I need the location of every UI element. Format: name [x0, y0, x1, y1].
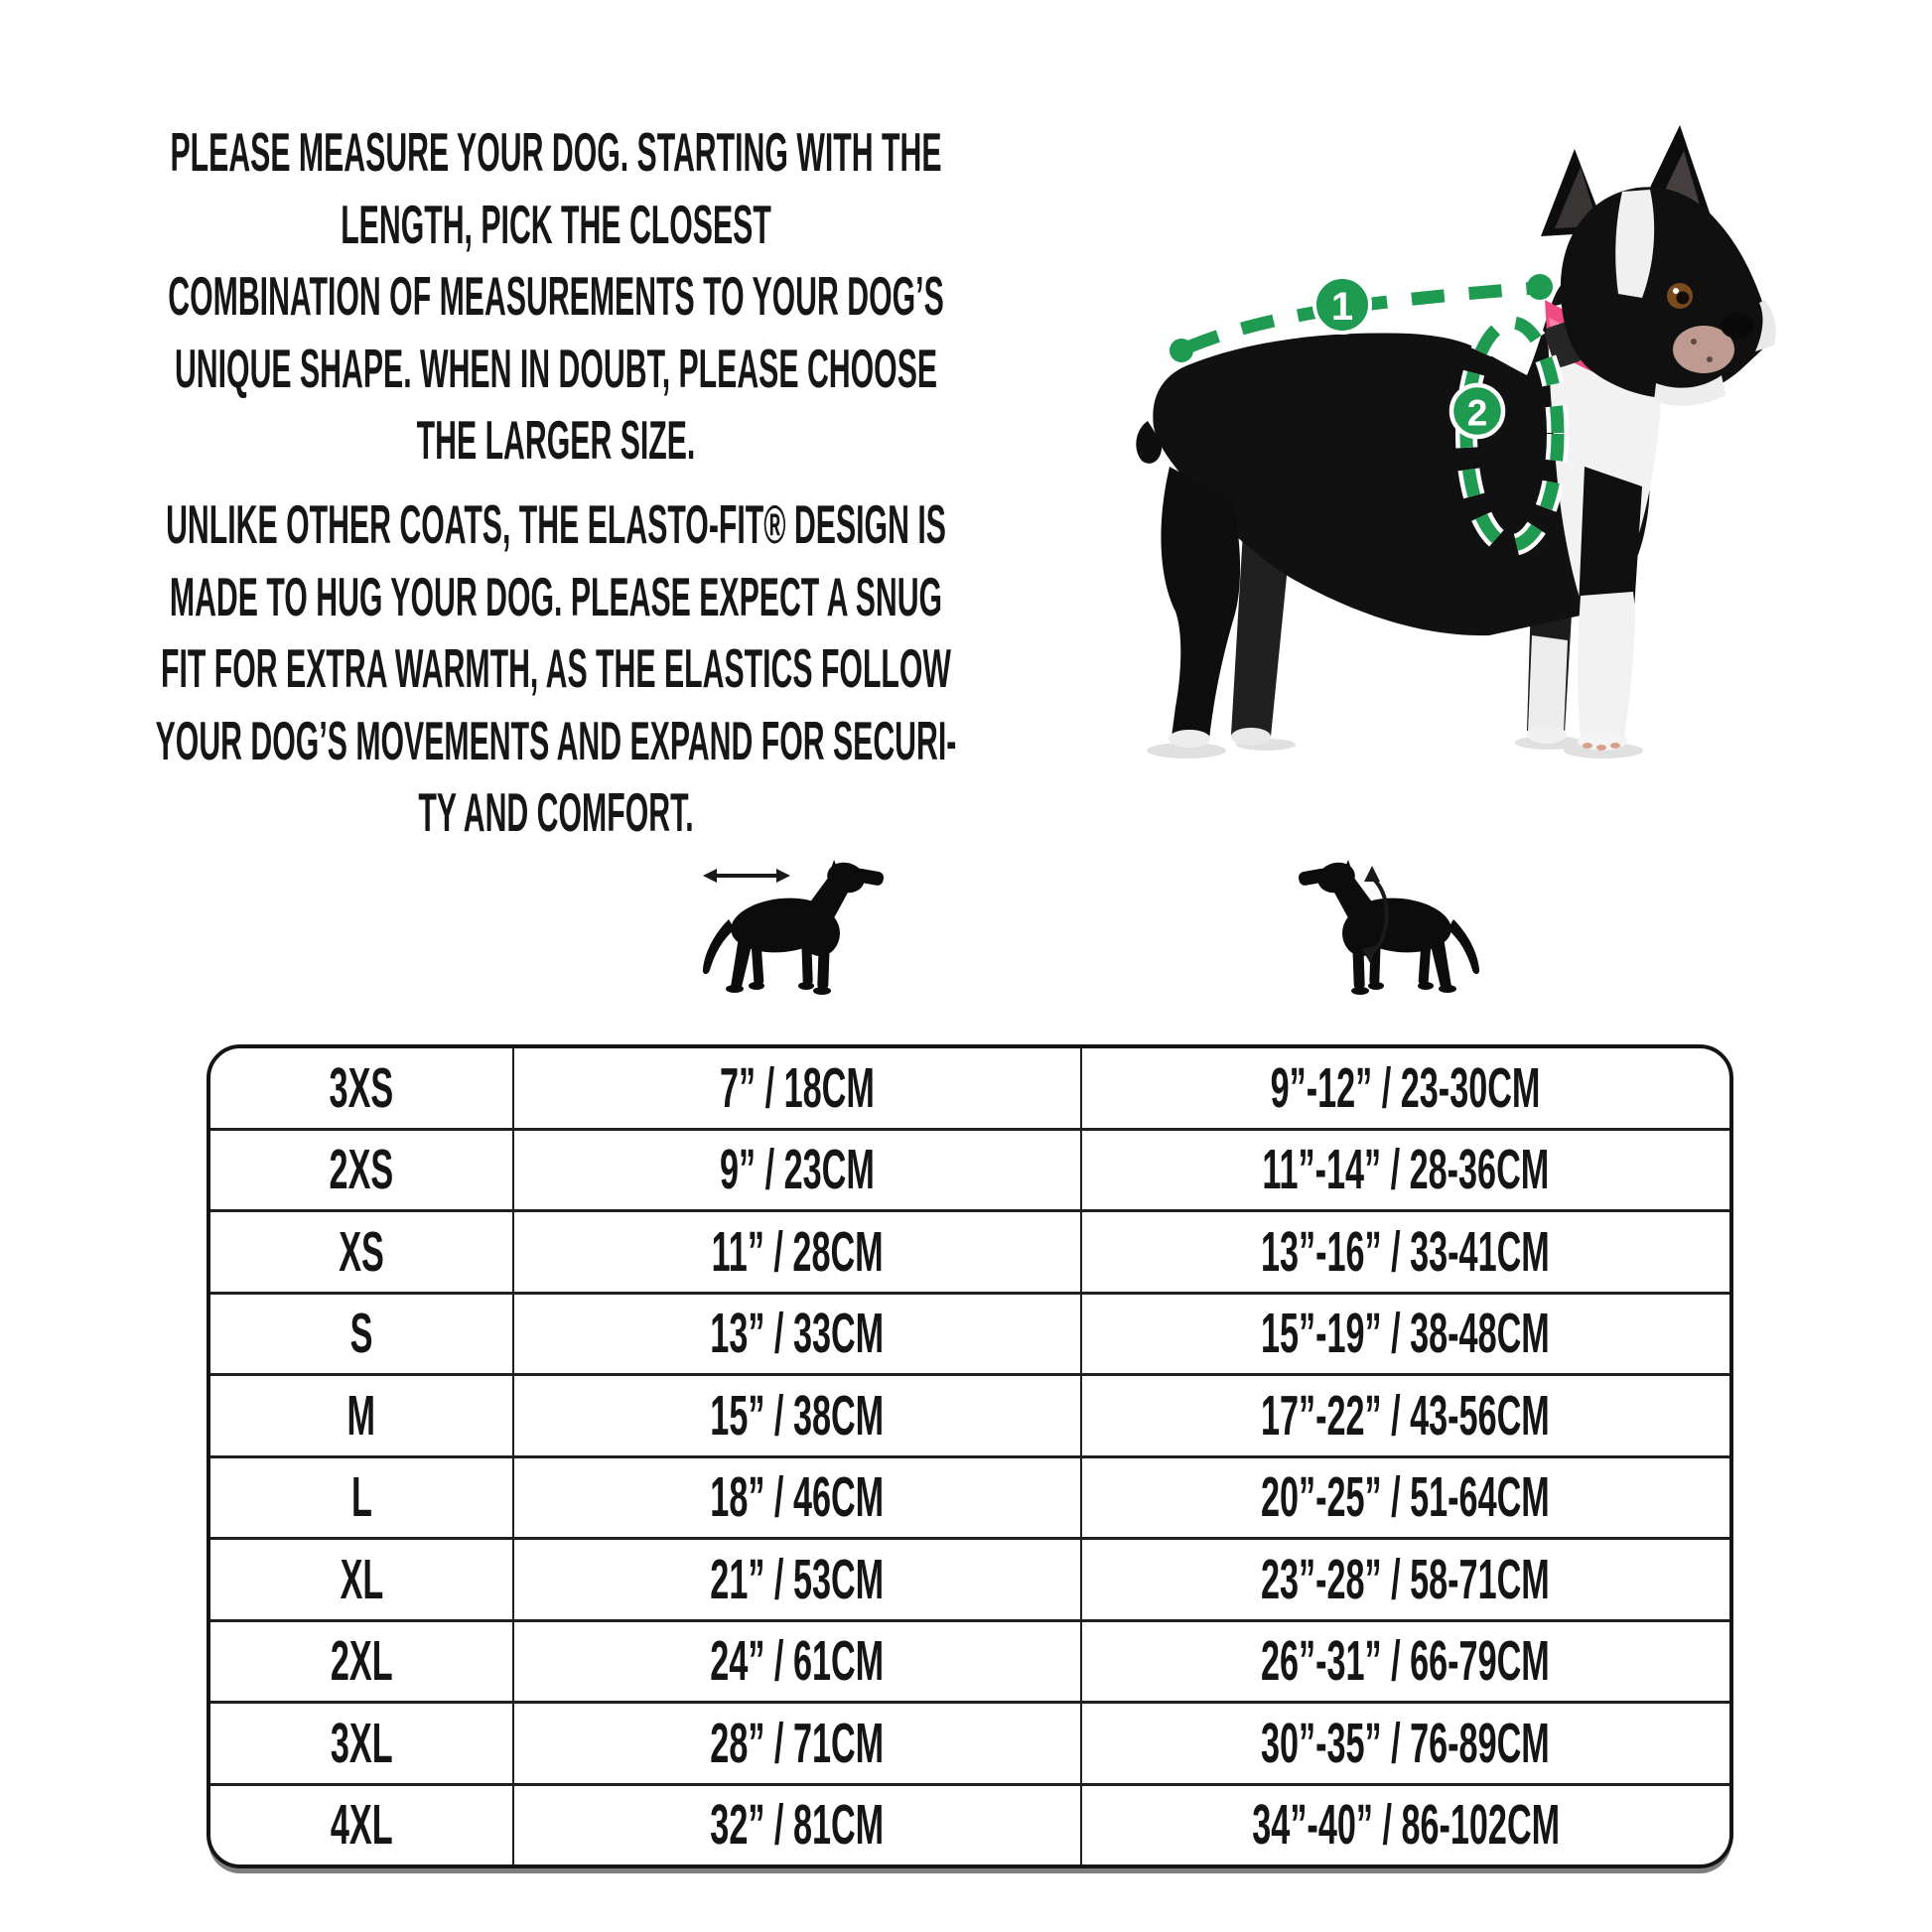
girth-cell [1082, 1458, 1729, 1538]
length-cell [514, 1622, 1081, 1702]
table-row [210, 1783, 1729, 1865]
girth-value: 23”-28” / 58-71CM [1261, 1547, 1551, 1611]
size-value: 2XS [329, 1138, 394, 1202]
hind-paw [1169, 730, 1210, 748]
size-value: 4XL [330, 1793, 393, 1858]
dog-hind-leg [1161, 467, 1240, 740]
girth-cell [1082, 1376, 1729, 1455]
length-cell [514, 1131, 1081, 1210]
table-row [210, 1373, 1729, 1455]
size-cell [210, 1131, 514, 1210]
girth-value: 17”-22” / 43-56CM [1261, 1383, 1551, 1448]
size-value: 3XL [330, 1711, 393, 1775]
marker-1-badge [1314, 277, 1370, 333]
length-cell [514, 1376, 1081, 1455]
girth-value: 15”-19” / 38-48CM [1261, 1302, 1551, 1366]
table-row [210, 1048, 1729, 1128]
marker-1-label: 1 [1330, 285, 1354, 329]
length-cell [514, 1540, 1081, 1619]
dog-silhouette [703, 859, 885, 995]
girth-cell [1082, 1295, 1729, 1374]
intro-line: PLEASE MEASURE YOUR DOG. STARTING WITH THE [170, 121, 942, 183]
length-cell [514, 1786, 1081, 1865]
girth-cell [1082, 1212, 1729, 1292]
size-cell [210, 1458, 514, 1538]
size-value: XS [339, 1219, 385, 1284]
size-cell [210, 1048, 514, 1128]
table-row [210, 1455, 1729, 1538]
length-value: 9” / 23CM [720, 1138, 875, 1202]
girth-cell [1082, 1131, 1729, 1210]
size-cell [210, 1540, 514, 1619]
dog-silhouette [1298, 859, 1479, 995]
girth-value: 13”-16” / 33-41CM [1261, 1219, 1551, 1284]
intro-line: COMBINATION OF MEASUREMENTS TO YOUR DOG’S [168, 265, 944, 327]
girth-value: 34”-40” / 86-102CM [1251, 1793, 1560, 1858]
length-value: 7” / 18CM [720, 1055, 875, 1120]
size-value: S [349, 1302, 373, 1366]
length-arrow-icon [703, 869, 790, 883]
table-row [210, 1619, 1729, 1702]
size-cell [210, 1704, 514, 1783]
girth-value: 20”-25” / 51-64CM [1261, 1465, 1551, 1530]
length-cell [514, 1704, 1081, 1783]
dog-nose [1721, 313, 1754, 339]
girth-cell [1082, 1786, 1729, 1865]
intro-line: MADE TO HUG YOUR DOG. PLEASE EXPECT A SNUG [169, 565, 943, 627]
table-row [210, 1209, 1729, 1292]
size-cell [210, 1212, 514, 1292]
length-value: 15” / 38CM [710, 1383, 885, 1448]
table-row [210, 1537, 1729, 1619]
table-row [210, 1292, 1729, 1374]
intro-line: UNLIKE OTHER COATS, THE ELASTO-FIT® DESIGN IS [166, 493, 946, 555]
length-cell [514, 1295, 1081, 1374]
intro-paragraph-1 [17, 116, 1095, 477]
size-value: 3XS [329, 1055, 394, 1120]
length-cell [514, 1458, 1081, 1538]
length-value: 24” / 61CM [710, 1629, 885, 1694]
intro-paragraph-2 [17, 488, 1095, 849]
dog-length-measure-icon [695, 846, 894, 1007]
girth-value: 9”-12” / 23-30CM [1270, 1055, 1541, 1120]
length-value: 28” / 71CM [710, 1711, 885, 1775]
dog-front-leg [1578, 467, 1642, 751]
size-value: 2XL [330, 1629, 393, 1694]
intro-line: FIT FOR EXTRA WARMTH, AS THE ELASTICS FOLLOW [161, 637, 951, 699]
girth-value: 26”-31” / 66-79CM [1261, 1629, 1551, 1694]
size-value: M [346, 1383, 376, 1448]
table-row [210, 1128, 1729, 1210]
girth-cell [1082, 1540, 1729, 1619]
size-cell [210, 1376, 514, 1455]
size-table [207, 1044, 1733, 1868]
girth-cell [1082, 1704, 1729, 1783]
intro-line: LENGTH, PICK THE CLOSEST [341, 193, 771, 255]
marker-2-badge [1451, 385, 1503, 437]
dog-measurement-photo [1122, 94, 1857, 779]
intro-line: THE LARGER SIZE. [416, 409, 696, 471]
marker-2-label: 2 [1466, 392, 1488, 434]
girth-value: 30”-35” / 76-89CM [1261, 1711, 1551, 1775]
girth-cell [1082, 1048, 1729, 1128]
ground-shadows [1147, 736, 1643, 759]
size-value: L [350, 1465, 372, 1530]
intro-line: YOUR DOG’S MOVEMENTS AND EXPAND FOR SECURI- [155, 709, 957, 771]
size-cell [210, 1622, 514, 1702]
length-cell [514, 1048, 1081, 1128]
length-value: 32” / 81CM [710, 1793, 885, 1858]
length-value: 21” / 53CM [710, 1547, 885, 1611]
size-cell [210, 1786, 514, 1865]
length-value: 11” / 28CM [711, 1219, 884, 1284]
intro-line: TY AND COMFORT. [418, 781, 694, 843]
dog-girth-measure-icon [1289, 846, 1487, 1007]
girth-cell [1082, 1622, 1729, 1702]
length-value: 18” / 46CM [710, 1465, 885, 1530]
size-cell [210, 1295, 514, 1374]
girth-value: 11”-14” / 28-36CM [1262, 1138, 1550, 1202]
length-value: 13” / 33CM [710, 1302, 885, 1366]
size-value: XL [340, 1547, 384, 1611]
intro-line: UNIQUE SHAPE. WHEN IN DOUBT, PLEASE CHOOSE [174, 337, 938, 399]
table-row [210, 1701, 1729, 1783]
length-cell [514, 1212, 1081, 1292]
